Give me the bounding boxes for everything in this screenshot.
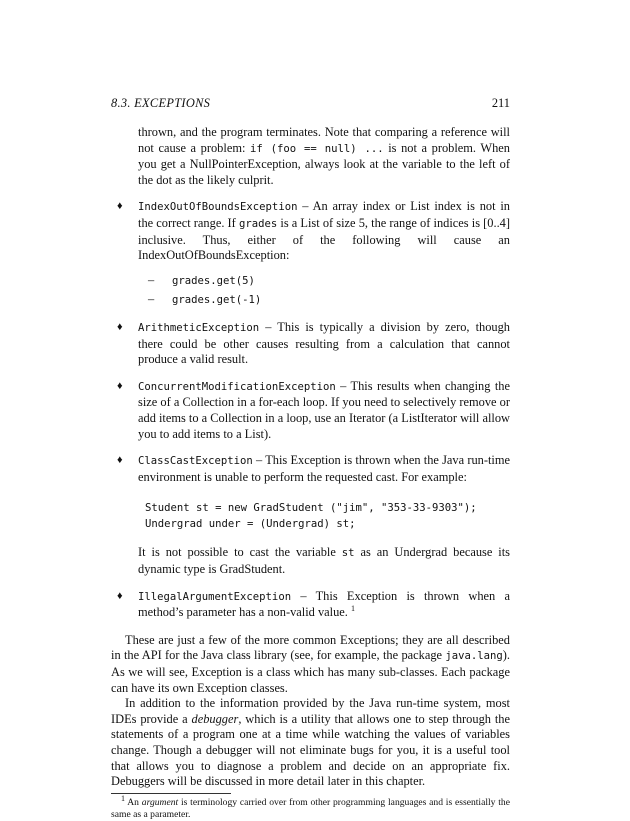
section-title: 8.3. EXCEPTIONS: [111, 96, 211, 110]
exception-name: ArithmeticException: [138, 321, 260, 334]
exception-name: IndexOutOfBoundsException: [138, 201, 298, 214]
footnote-divider: [111, 793, 231, 794]
list-item: – grades.get(5): [148, 272, 255, 287]
code-block: [145, 501, 510, 532]
list-item-indexoutofbounds: ♦ IndexOutOfBoundsException – An array index or List index is not in the correct range. If grades is a List of size 5, the range of indices is [0..4] inclusive. Thus, either of the following will cause an IndexOutOfBoundsException: – grades.get(5) – grades.get(-1): [111, 199, 510, 309]
diamond-bullet-icon: ♦: [117, 454, 123, 467]
exception-name: ConcurrentModificationException: [138, 380, 336, 393]
list-item-illegalargument: ♦ IllegalArgumentException – This Exception is thrown when a method’s parameter has a non-valid value. $^1$: [117, 588, 510, 620]
dash-bullet-icon: –: [148, 292, 155, 307]
exception-name: IllegalArgumentException: [138, 590, 292, 603]
list-item-arithmetic: ♦ ArithmeticException – This is typically a division by zero, though there could be other causes resulting from a calculation that cannot produce a valid result.: [117, 319, 510, 367]
running-header: [111, 96, 510, 112]
page-body: [111, 125, 510, 821]
list-item: – grades.get(-1): [148, 292, 262, 307]
footnote: $^1$ An argument is terminology carried over from other programming languages and is essentially the same as a parameter.: [111, 793, 510, 820]
code-line: Undergrad under = (Undergrad) st;: [145, 517, 356, 530]
footnote-marker: 1: [121, 793, 125, 803]
body-paragraph: In addition to the information provided by the Java run-time system, most IDEs provide a debugger, which is a utility that allows one to step through the statements of a program one at a time while watching the values of variables change. Though a debugger will not eliminate bugs for you, it is a useful tool that allows you to diagnose a problem and decide on an appropriate fix. Debuggers will be discussed in more detail later in this chapter.: [111, 696, 510, 789]
inline-code: java.lang: [445, 650, 503, 663]
classcast-explanation: It is not possible to cast the variable st as an Undergrad because its dynamic type is GradStudent.: [138, 545, 510, 577]
diamond-bullet-icon: ♦: [117, 379, 123, 392]
page-number: 211: [491, 96, 510, 110]
emphasis: debugger: [191, 711, 239, 726]
emphasis: argument: [141, 796, 179, 808]
list-item-classcast: ♦ ClassCastException – This Exception is thrown when the Java run-time environment is unable to perform the requested cast. For example: Student st = new GradStudent ("jim", "353-33-9303"); Undergrad under = (Undergrad) st; It is not possible to cast the variable st as an Undergrad because its dynamic type is GradStudent.: [117, 453, 510, 577]
exception-name: ClassCastException: [138, 455, 253, 468]
diamond-bullet-icon: ♦: [117, 320, 123, 333]
diamond-bullet-icon: ♦: [117, 200, 123, 213]
dash-bullet-icon: –: [148, 272, 155, 287]
code-line: Student st = new GradStudent ("jim", "353-33-9303");: [145, 502, 477, 515]
body-paragraph: These are just a few of the more common Exceptions; they are all described in the API for the Java class library (see, for example, the package java.lang). As we will see, Exception is a class which has many sub-classes. Each package can have its own Exception classes.: [111, 632, 510, 695]
inline-code: st: [341, 547, 355, 560]
diamond-bullet-icon: ♦: [117, 589, 123, 602]
inline-code: if (foo == null) ...: [250, 142, 384, 155]
example-list: [138, 273, 510, 309]
inline-code: grades: [238, 217, 278, 230]
continuation-paragraph: thrown, and the program terminates. Note that comparing a reference will not cause a problem: if (foo == null) ... is not a problem. When you get a NullPointerException, always look at the variable to the left of the dot as the likely culprit.: [138, 125, 510, 187]
footnote-marker: 1: [350, 604, 355, 614]
list-item-concurrent-modification: ♦ ConcurrentModificationException – This results when changing the size of a Collection in a for-each loop. If you need to selectively remove or add items to a Collection in a loop, use an Iterator (a ListIterator will allow you to add items to a List).: [117, 378, 510, 441]
